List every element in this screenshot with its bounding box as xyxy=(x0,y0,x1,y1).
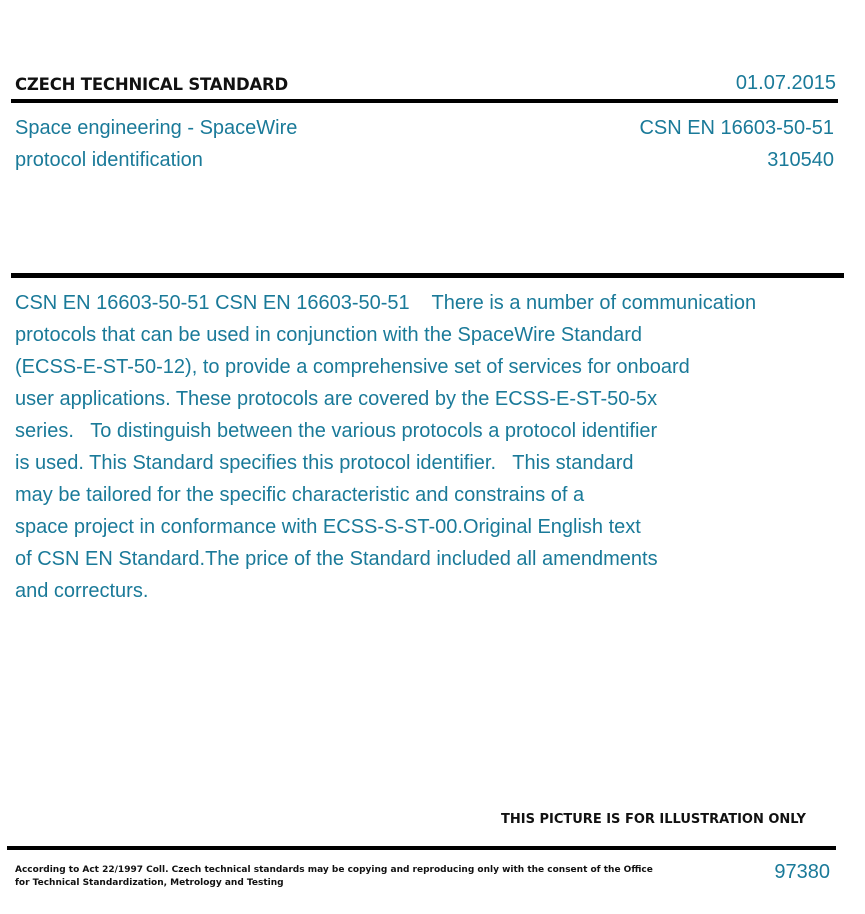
standard-type-label: CZECH TECHNICAL STANDARD xyxy=(15,75,289,94)
abstract-line: user applications. These protocols are covered by the ECSS-E-ST-50-5x xyxy=(15,388,658,410)
abstract-line: space project in conformance with ECSS-S-ST-00.Original English text xyxy=(15,516,641,538)
abstract-line: and correcturs. xyxy=(15,580,149,602)
abstract-line: (ECSS-E-ST-50-12), to provide a comprehensive set of services for onboard xyxy=(15,356,690,378)
section-divider xyxy=(11,273,844,278)
abstract-line: CSN EN 16603-50-51 CSN EN 16603-50-51 There is a number of communication xyxy=(15,292,757,314)
document-id: 97380 xyxy=(774,861,830,883)
document-title-line-2: protocol identification xyxy=(15,149,203,171)
abstract-line: may be tailored for the specific characteristic and constrains of a xyxy=(15,484,585,506)
abstract-line: protocols that can be used in conjunction with the SpaceWire Standard xyxy=(15,324,643,346)
illustration-note: THIS PICTURE IS FOR ILLUSTRATION ONLY xyxy=(501,812,806,827)
legal-notice xyxy=(15,864,653,890)
publication-date: 01.07.2015 xyxy=(735,72,836,94)
legal-notice-line-1: According to Act 22/1997 Coll. Czech technical standards may be copying and reproducing only with the consent of the Office xyxy=(15,865,653,875)
abstract-line: of CSN EN Standard.The price of the Standard included all amendments xyxy=(15,548,658,570)
abstract-line: series. To distinguish between the various protocols a protocol identifier xyxy=(15,420,658,442)
abstract-text xyxy=(15,287,835,607)
document-title-line-1: Space engineering - SpaceWire xyxy=(15,117,298,139)
footer-divider xyxy=(7,846,836,850)
classification-code: 310540 xyxy=(767,149,834,171)
header-divider xyxy=(11,99,838,103)
legal-notice-line-2: for Technical Standardization, Metrology and Testing xyxy=(15,878,284,888)
standard-number: CSN EN 16603-50-51 xyxy=(639,117,834,139)
abstract-line: is used. This Standard specifies this protocol identifier. This standard xyxy=(15,452,634,474)
